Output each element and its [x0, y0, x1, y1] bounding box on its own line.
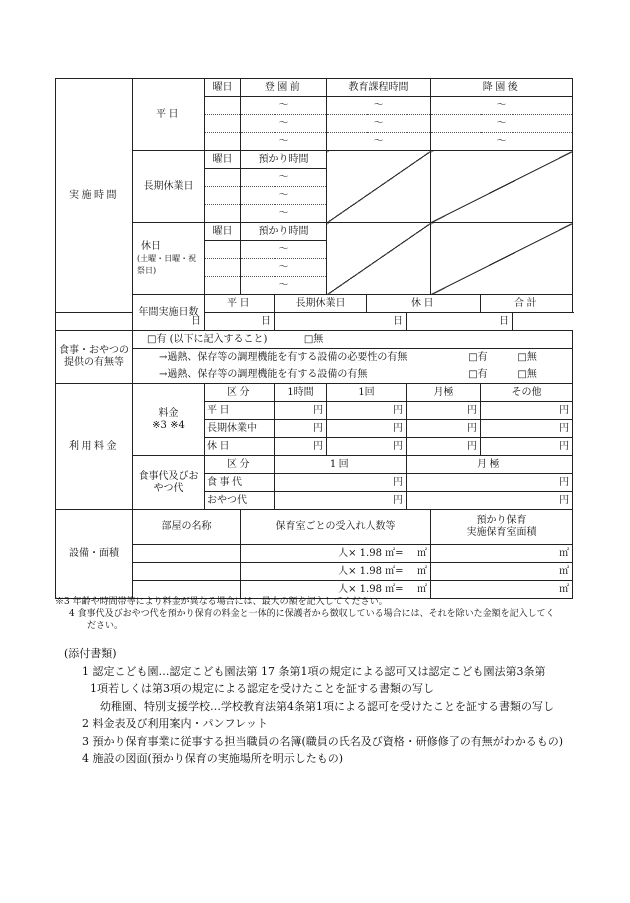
fee-cell[interactable]: 円 [407, 420, 481, 438]
capacity-sqm[interactable]: ㎡ [407, 563, 431, 581]
holiday-label-cell [133, 223, 205, 295]
note-4-cont: ださい。 [87, 621, 124, 631]
room-name-cell[interactable] [133, 545, 241, 563]
dow-cell[interactable] [205, 241, 241, 259]
time-course[interactable]: 〜 [327, 97, 431, 115]
dow-cell[interactable] [205, 133, 241, 151]
area-header-line1: 預かり保育 [476, 515, 527, 526]
time-after[interactable]: 〜 [431, 133, 573, 151]
fee-cell[interactable]: 円 [275, 438, 327, 456]
fee-label: 料金 [158, 407, 179, 419]
time-after[interactable]: 〜 [431, 115, 573, 133]
col-after: 降園後 [431, 79, 573, 97]
col-course: 教育課程時間 [327, 79, 431, 97]
cooking-equip-text: →過熱、保存等の調理機能を有する設備の有無 [159, 368, 368, 380]
area-header-line2: 実施保育室面積 [466, 527, 537, 538]
na-cell [431, 223, 573, 295]
annual-holiday-header: 休日 [367, 295, 481, 313]
form-table [55, 78, 573, 599]
capacity-sqm[interactable]: ㎡ [407, 545, 431, 563]
fee-monthly-header: 月極 [407, 384, 481, 402]
meals-no-checkbox[interactable]: □無 [303, 333, 324, 345]
na-cell [327, 223, 431, 295]
fee-cell[interactable]: 円 [327, 438, 407, 456]
time-course[interactable]: 〜 [327, 133, 431, 151]
col-before: 登園前 [241, 79, 327, 97]
fee-cell[interactable]: 円 [327, 402, 407, 420]
dow-cell[interactable] [205, 115, 241, 133]
fee-holiday: 休日 [205, 438, 275, 456]
note-3: ※3 年齢や時間帯等により料金が異なる場合には、最大の額を記入してください。 [55, 597, 388, 607]
annual-long-break-header: 長期休業日 [275, 295, 367, 313]
annual-days-label: 年間実施日数 [133, 295, 205, 331]
capacity-formula[interactable]: 人× 1.98 ㎡= [241, 563, 407, 581]
fee-label-cell [133, 384, 205, 456]
fee-cell[interactable]: 円 [407, 438, 481, 456]
time-after[interactable]: 〜 [431, 97, 573, 115]
dow-cell[interactable] [205, 259, 241, 277]
meal-monthly-header: 月極 [407, 456, 573, 474]
na-cell [431, 151, 573, 223]
capacity-sqm[interactable]: ㎡ [407, 581, 431, 599]
dow-cell[interactable] [205, 97, 241, 115]
na-cell [327, 151, 431, 223]
fee-weekday: 平日 [205, 402, 275, 420]
fee-cell[interactable]: 円 [275, 402, 327, 420]
custody-time[interactable]: 〜 [241, 187, 327, 205]
meal-once-cell[interactable]: 円 [275, 474, 407, 492]
fee-cell[interactable]: 円 [275, 420, 327, 438]
meals-row-3 [133, 366, 573, 384]
custody-time[interactable]: 〜 [241, 241, 327, 259]
time-before[interactable]: 〜 [241, 115, 327, 133]
holiday-label: 休日 [141, 240, 161, 252]
snack-monthly-cell[interactable]: 円 [407, 492, 573, 510]
dow-cell[interactable] [205, 205, 241, 223]
cooking-need-yes[interactable]: □有 [468, 351, 488, 363]
attachment-4: 4 施設の図面(預かり保育の実施場所を明示したもの) [82, 752, 344, 765]
fee-cell[interactable]: 円 [481, 438, 573, 456]
snack-fee: おやつ代 [205, 492, 275, 510]
time-before[interactable]: 〜 [241, 133, 327, 151]
fee-cell[interactable]: 円 [327, 420, 407, 438]
attachments [64, 645, 584, 768]
footnotes [55, 596, 585, 632]
custody-time[interactable]: 〜 [241, 277, 327, 295]
fee-cell[interactable]: 円 [481, 420, 573, 438]
area-header-cell [431, 510, 573, 545]
fee-once-header: 1回 [327, 384, 407, 402]
capacity-header: 保育室ごとの受入れ人数等 [241, 510, 431, 545]
dow-header: 曜日 [205, 223, 241, 241]
annual-total-days[interactable]: 日 [407, 313, 513, 331]
meals-label: 食事・おやつの提供の有無等 [56, 331, 133, 384]
holiday-note: (土曜・日曜・祝祭日) [137, 253, 197, 275]
area-cell[interactable]: ㎡ [431, 545, 573, 563]
note-4: 4 食事代及びおやつ代を預かり保育の料金と一体的に保護者から徴収している場合には、それを除いた金額を記入してく [69, 609, 555, 619]
section-schedule: 実施時間 [56, 79, 133, 313]
annual-total-header: 合計 [481, 295, 573, 313]
fee-long-break: 長期休業中 [205, 420, 275, 438]
annual-holiday-days[interactable]: 日 [275, 313, 407, 331]
attachment-1-cont: 1項若しくは第3項の規定による認定を受けたことを証する書類の写し [90, 682, 434, 695]
attachment-1-school: 幼稚園、特別支援学校…学校教育法第4条第1項による認可を受けたことを証する書類の写し [100, 699, 554, 713]
fee-note: ※3 ※4 [152, 419, 185, 431]
fees-label: 利用料金 [56, 384, 133, 510]
meal-fee: 食事代 [205, 474, 275, 492]
custody-time-header: 預かり時間 [241, 223, 327, 241]
custody-time-header: 預かり時間 [241, 151, 327, 169]
custody-time[interactable]: 〜 [241, 169, 327, 187]
custody-time[interactable]: 〜 [241, 259, 327, 277]
facility-label: 設備・面積 [56, 510, 133, 599]
custody-time[interactable]: 〜 [241, 205, 327, 223]
dow-header: 曜日 [205, 151, 241, 169]
meal-fee-label: 食事代及びおやつ代 [133, 456, 205, 510]
cooking-equip-yes[interactable]: □有 [468, 368, 488, 380]
annual-weekday-days[interactable]: 日 [56, 313, 205, 331]
attachments-heading: (添付書類) [64, 647, 117, 660]
meal-monthly-cell[interactable]: 円 [407, 474, 573, 492]
fee-other-header: その他 [481, 384, 573, 402]
fee-cell[interactable]: 円 [407, 402, 481, 420]
cooking-need-no[interactable]: □無 [517, 351, 537, 363]
cooking-equip-no[interactable]: □無 [517, 368, 537, 380]
meals-row-1 [133, 331, 573, 349]
long-break-label: 長期休業日 [133, 151, 205, 223]
meals-row-2 [133, 349, 573, 367]
cooking-need-text: →過熱、保存等の調理機能を有する設備の必要性の有無 [159, 351, 408, 363]
application-form [55, 78, 572, 599]
dow-cell[interactable] [205, 277, 241, 295]
meal-once-header: 1回 [275, 456, 407, 474]
dow-header: 曜日 [205, 79, 241, 97]
area-cell[interactable]: ㎡ [431, 581, 573, 599]
room-name-cell[interactable] [133, 563, 241, 581]
room-name-header: 部屋の名称 [133, 510, 241, 545]
time-course[interactable]: 〜 [327, 115, 431, 133]
annual-weekday-header: 平日 [205, 295, 275, 313]
attachment-1: 1 認定こども園…認定こども園法第 17 条第1項の規定による認可又は認定こども園法第3条第 [82, 664, 546, 678]
meals-yes-checkbox[interactable]: □有 (以下に記入すること) [147, 333, 268, 345]
area-cell[interactable]: ㎡ [431, 563, 573, 581]
attachment-2: 2 料金表及び利用案内・パンフレット [82, 717, 268, 730]
dow-cell[interactable] [205, 187, 241, 205]
capacity-formula[interactable]: 人× 1.98 ㎡= [241, 581, 407, 599]
capacity-formula[interactable]: 人× 1.98 ㎡= [241, 545, 407, 563]
fee-kubun: 区分 [205, 384, 275, 402]
annual-long-break-days[interactable]: 日 [205, 313, 275, 331]
attachment-3: 3 預かり保育事業に従事する担当職員の名簿(職員の氏名及び資格・研修修了の有無がわかるもの) [82, 734, 564, 748]
weekday-label: 平日 [133, 79, 205, 151]
dow-cell[interactable] [205, 169, 241, 187]
meal-kubun: 区分 [205, 456, 275, 474]
fee-cell[interactable]: 円 [481, 402, 573, 420]
snack-once-cell[interactable]: 円 [275, 492, 407, 510]
fee-hour-header: 1時間 [275, 384, 327, 402]
time-before[interactable]: 〜 [241, 97, 327, 115]
